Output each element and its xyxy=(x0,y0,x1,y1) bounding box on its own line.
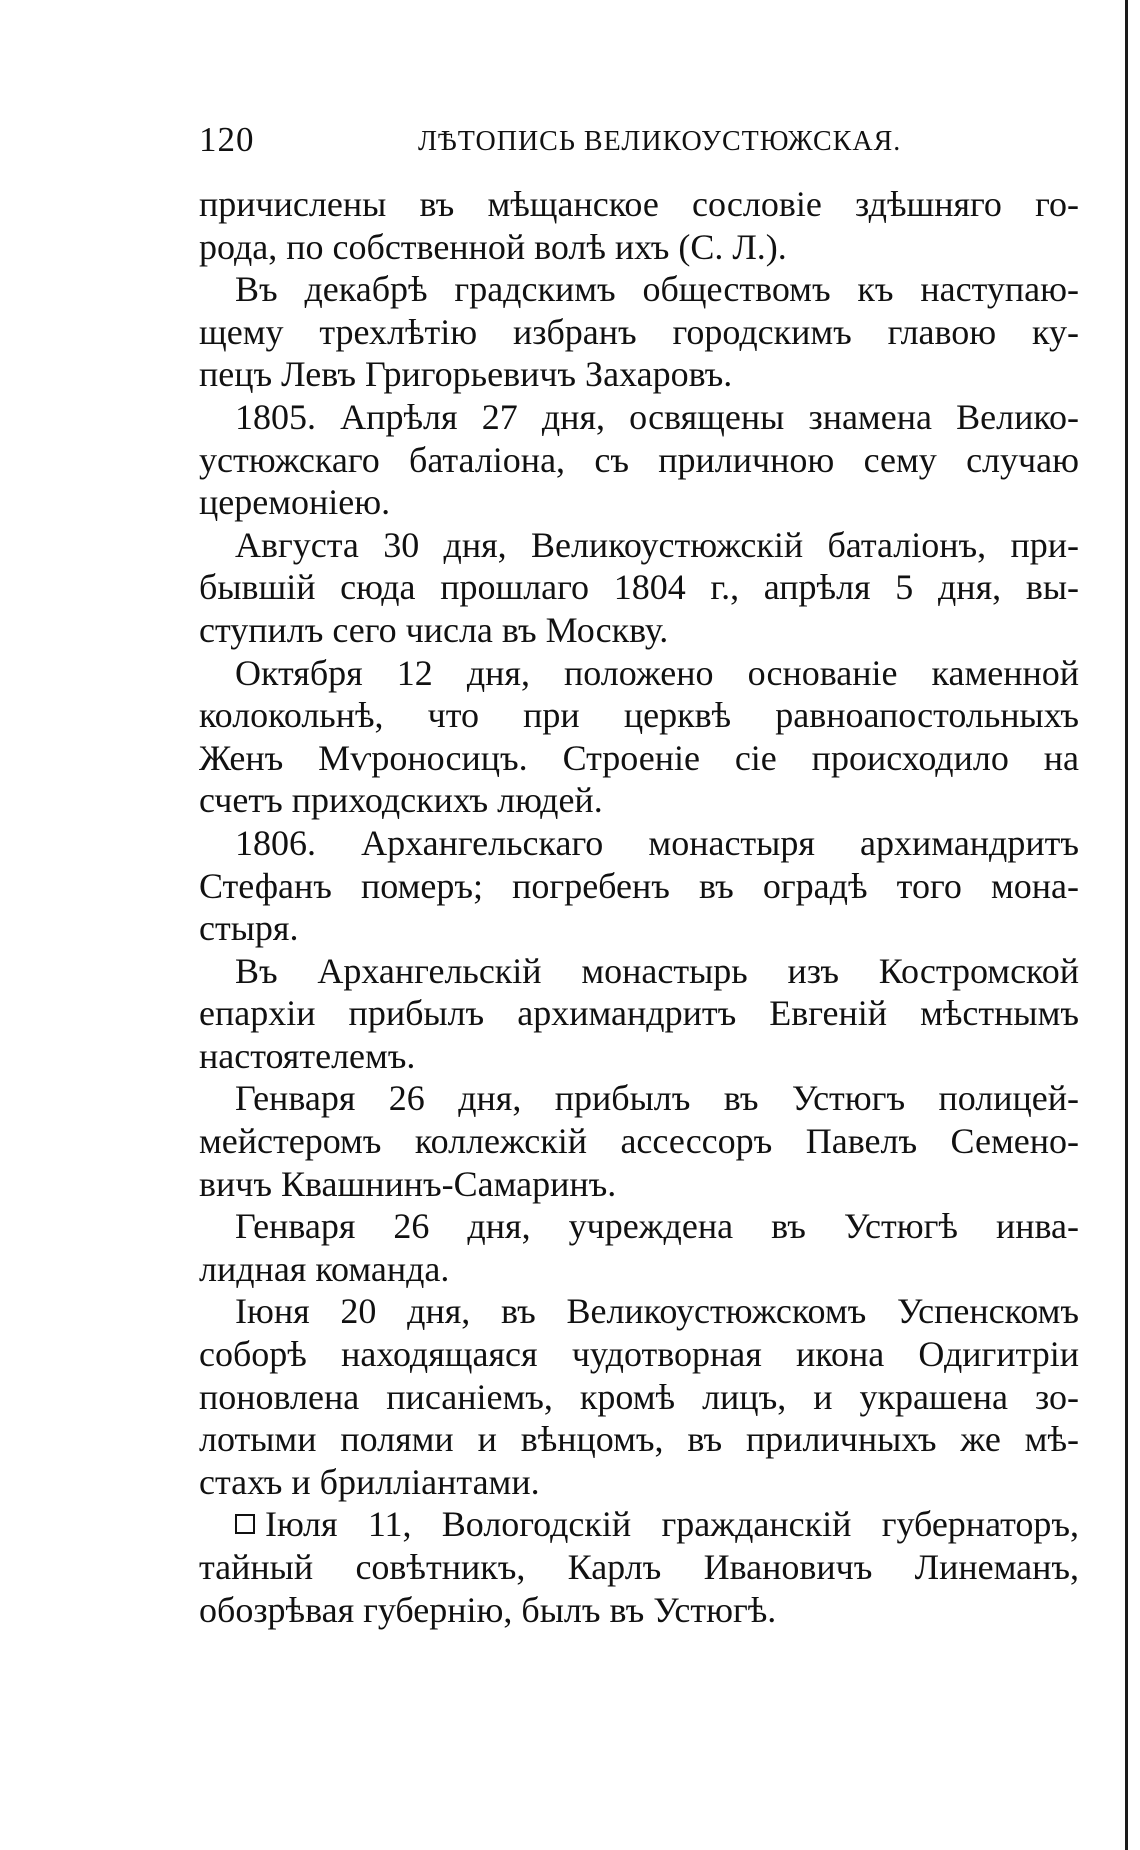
text-line: стахъ и брилліантами. xyxy=(199,1461,540,1502)
text-line-content: Іюля 11, Вологодскій гражданскій губернаторъ, xyxy=(265,1504,1079,1545)
text-line: щему трехлѣтію избранъ городскимъ главою ку- xyxy=(199,311,1079,352)
text-line: бывшій сюда прошлаго 1804 г., апрѣля 5 дня, вы- xyxy=(199,567,1079,608)
paragraph xyxy=(199,950,1079,1078)
paragraph xyxy=(199,268,1079,396)
paragraph xyxy=(199,822,1079,950)
text-line: Октября 12 дня, положено основаніе каменной xyxy=(235,652,1079,693)
text-line: епархіи прибылъ архимандритъ Евгеній мѣстнымъ xyxy=(199,993,1079,1034)
text-line: Въ декабрѣ градскимъ обществомъ къ наступаю- xyxy=(235,269,1079,310)
text-line: поновлена писаніемъ, кромѣ лицъ, и украшена зо- xyxy=(199,1376,1079,1417)
text-line: стыря. xyxy=(199,908,299,949)
text-line: колокольнѣ, что при церквѣ равноапостольныхъ xyxy=(199,695,1079,736)
text-line: вичъ Квашнинъ-Самаринъ. xyxy=(199,1163,617,1204)
page-number: 120 xyxy=(199,120,255,159)
text-line: Женъ Мѵроносицъ. Строеніе сіе происходило на xyxy=(199,737,1079,778)
text-line: 1806. Архангельскаго монастыря архимандритъ xyxy=(235,822,1079,863)
text-line: пецъ Левъ Григорьевичъ Захаровъ. xyxy=(199,354,733,395)
text-line: церемоніею. xyxy=(199,482,391,523)
paragraph xyxy=(199,524,1079,652)
paragraph xyxy=(199,1290,1079,1503)
text-line: Августа 30 дня, Великоустюжскій баталіонъ, при- xyxy=(235,524,1079,565)
text-line: Генваря 26 дня, учреждена въ Устюгѣ инва- xyxy=(235,1206,1079,1247)
page-header xyxy=(199,120,1079,168)
text-line xyxy=(199,1503,1079,1546)
text-line: лотыми полями и вѣнцомъ, въ приличныхъ же мѣ- xyxy=(199,1419,1079,1460)
text-line: тайный совѣтникъ, Карлъ Ивановичъ Линеманъ, xyxy=(199,1547,1079,1587)
text-line: Въ Архангельскій монастырь изъ Костромской xyxy=(235,950,1079,991)
text-line: соборѣ находящаяся чудотворная икона Одигитріи xyxy=(199,1334,1079,1375)
page-edge-line xyxy=(1125,0,1128,1850)
text-line: устюжскаго баталіона, съ приличною сему случаю xyxy=(199,439,1079,480)
text-line: рода, по собственной волѣ ихъ (С. Л.). xyxy=(199,226,787,267)
paragraph xyxy=(199,396,1079,524)
checkbox-mark-icon xyxy=(235,1514,255,1534)
paragraph xyxy=(199,183,1079,268)
paragraph xyxy=(199,1077,1079,1205)
paragraph xyxy=(199,1503,1079,1631)
text-line: Стефанъ померъ; погребенъ въ оградѣ того мона- xyxy=(199,865,1079,906)
body-text xyxy=(199,183,1079,1631)
text-line: 1805. Апрѣля 27 дня, освящены знамена Велико- xyxy=(235,396,1079,437)
paragraph xyxy=(199,652,1079,822)
paragraph xyxy=(199,1205,1079,1290)
text-line: мейстеромъ коллежскій ассессоръ Павелъ Семено- xyxy=(199,1121,1079,1162)
text-line: ступилъ сего числа въ Москву. xyxy=(199,609,669,650)
text-line: Іюня 20 дня, въ Великоустюжскомъ Успенскомъ xyxy=(235,1291,1079,1332)
text-line: лидная команда. xyxy=(199,1248,450,1289)
text-line: настоятелемъ. xyxy=(199,1035,416,1076)
text-line: счетъ приходскихъ людей. xyxy=(199,780,603,821)
running-title: ЛѢТОПИСЬ ВЕЛИКОУСТЮЖСКАЯ. xyxy=(418,126,902,157)
text-line: обозрѣвая губернію, былъ въ Устюгѣ. xyxy=(199,1589,777,1630)
text-line: причислены въ мѣщанское сословіе здѣшняго го- xyxy=(199,184,1079,224)
text-line: Генваря 26 дня, прибылъ въ Устюгъ полицей- xyxy=(235,1078,1079,1119)
